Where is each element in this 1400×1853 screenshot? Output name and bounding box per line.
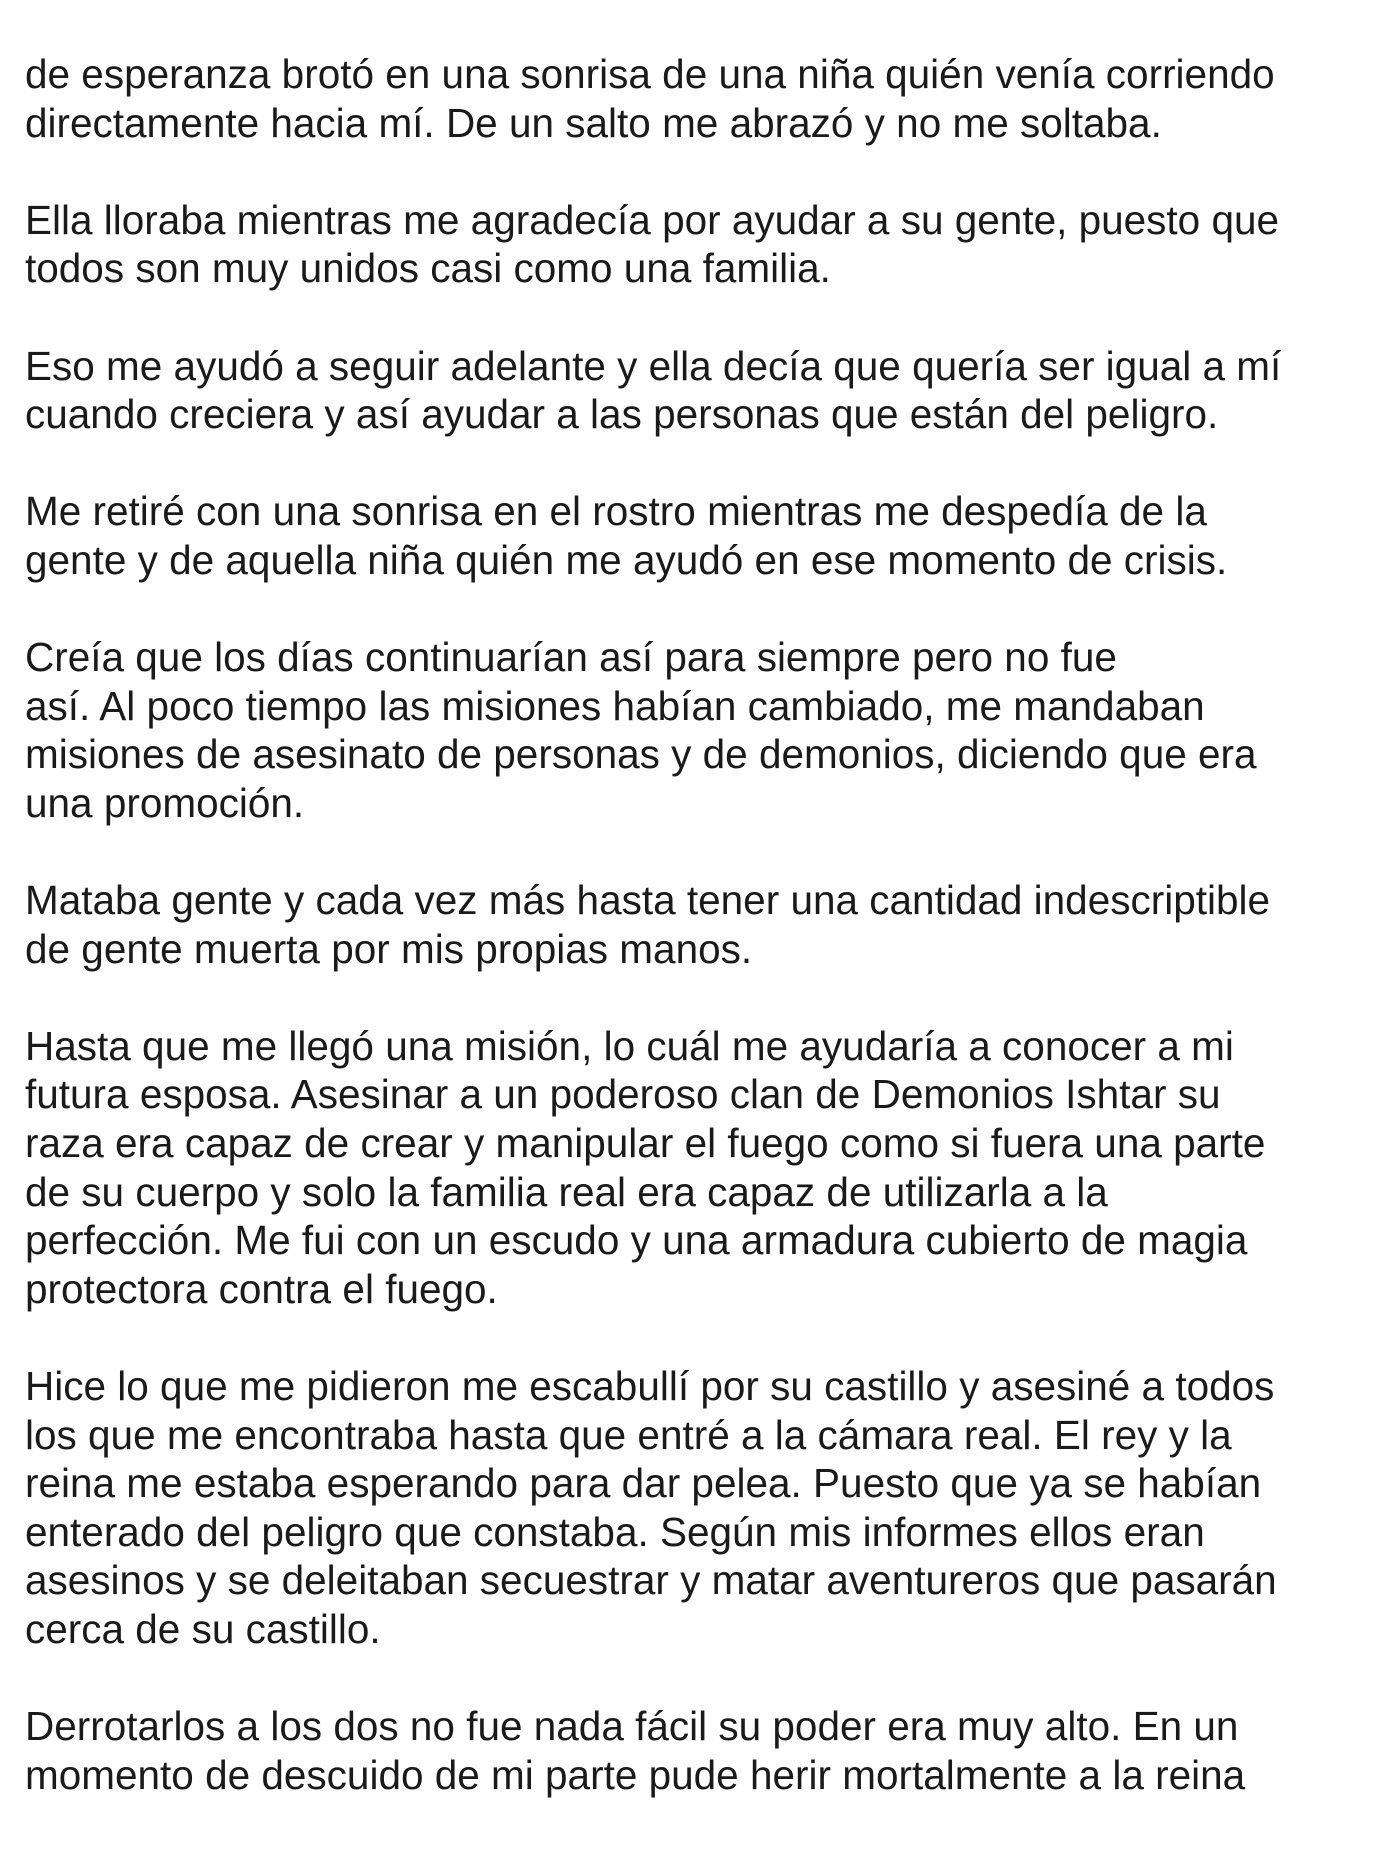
text-line: Creía que los días continuarían así para siempre pero no fue — [25, 634, 1117, 681]
text-line: cerca de su castillo. — [25, 1606, 381, 1652]
paragraph — [25, 1022, 1395, 1314]
paragraph — [25, 1702, 1395, 1799]
text-line: raza era capaz de crear y manipular el fuego como si fuera una parte — [25, 1120, 1266, 1167]
text-line: así. Al poco tiempo las misiones habían cambiado, me mandaban — [25, 682, 1205, 729]
document-page — [25, 50, 1395, 1848]
text-line: Ella lloraba mientras me agradecía por ayudar a su gente, puesto que — [25, 196, 1280, 243]
paragraph — [25, 50, 1395, 147]
text-line: cuando creciera y así ayudar a las personas que están del peligro. — [25, 391, 1219, 438]
text-line: reina me estaba esperando para dar pelea. Puesto que ya se habían — [25, 1460, 1262, 1507]
text-line: misiones de asesinato de personas y de demonios, diciendo que era — [25, 731, 1257, 778]
text-line: de esperanza brotó en una sonrisa de una niña quién venía corriendo — [25, 51, 1275, 97]
text-line: futura esposa. Asesinar a un poderoso clan de Demonios Ishtar su — [25, 1071, 1221, 1118]
paragraph — [25, 487, 1395, 584]
paragraph — [25, 1362, 1395, 1654]
text-line: Hasta que me llegó una misión, lo cuál me ayudaría a conocer a mi — [25, 1022, 1234, 1069]
text-line: enterado del peligro que constaba. Según mis informes ellos eran — [25, 1508, 1205, 1555]
text-line: momento de descuido de mi parte pude herir mortalmente a la reina — [25, 1751, 1246, 1798]
text-line: de gente muerta por mis propias manos. — [25, 925, 753, 972]
text-line: gente y de aquella niña quién me ayudó en ese momento de crisis. — [25, 536, 1228, 583]
text-line: de su cuerpo y solo la familia real era capaz de utilizarla a la — [25, 1168, 1108, 1215]
paragraph — [25, 633, 1395, 827]
text-line: Eso me ayudó a seguir adelante y ella decía que quería ser igual a mí — [25, 342, 1282, 389]
text-line: los que me encontraba hasta que entré a la cámara real. El rey y la — [25, 1411, 1232, 1458]
text-line: Me retiré con una sonrisa en el rostro mientras me despedía de la — [25, 488, 1207, 535]
text-line: todos son muy unidos casi como una familia. — [25, 245, 831, 292]
text-line: Mataba gente y cada vez más hasta tener una cantidad indescriptible — [25, 877, 1271, 924]
text-line: directamente hacia mí. De un salto me abrazó y no me soltaba. — [25, 99, 1162, 146]
paragraph — [25, 342, 1395, 439]
text-line: una promoción. — [25, 779, 305, 826]
text-line: asesinos y se deleitaban secuestrar y matar aventureros que pasarán — [25, 1557, 1277, 1604]
text-line: perfección. Me fui con un escudo y una armadura cubierto de magia — [25, 1217, 1248, 1264]
paragraph — [25, 876, 1395, 973]
text-line: Derrotarlos a los dos no fue nada fácil su poder era muy alto. En un — [25, 1703, 1239, 1750]
paragraph — [25, 196, 1395, 293]
text-line: protectora contra el fuego. — [25, 1265, 498, 1312]
text-line: Hice lo que me pidieron me escabullí por su castillo y asesiné a todos — [25, 1363, 1275, 1410]
